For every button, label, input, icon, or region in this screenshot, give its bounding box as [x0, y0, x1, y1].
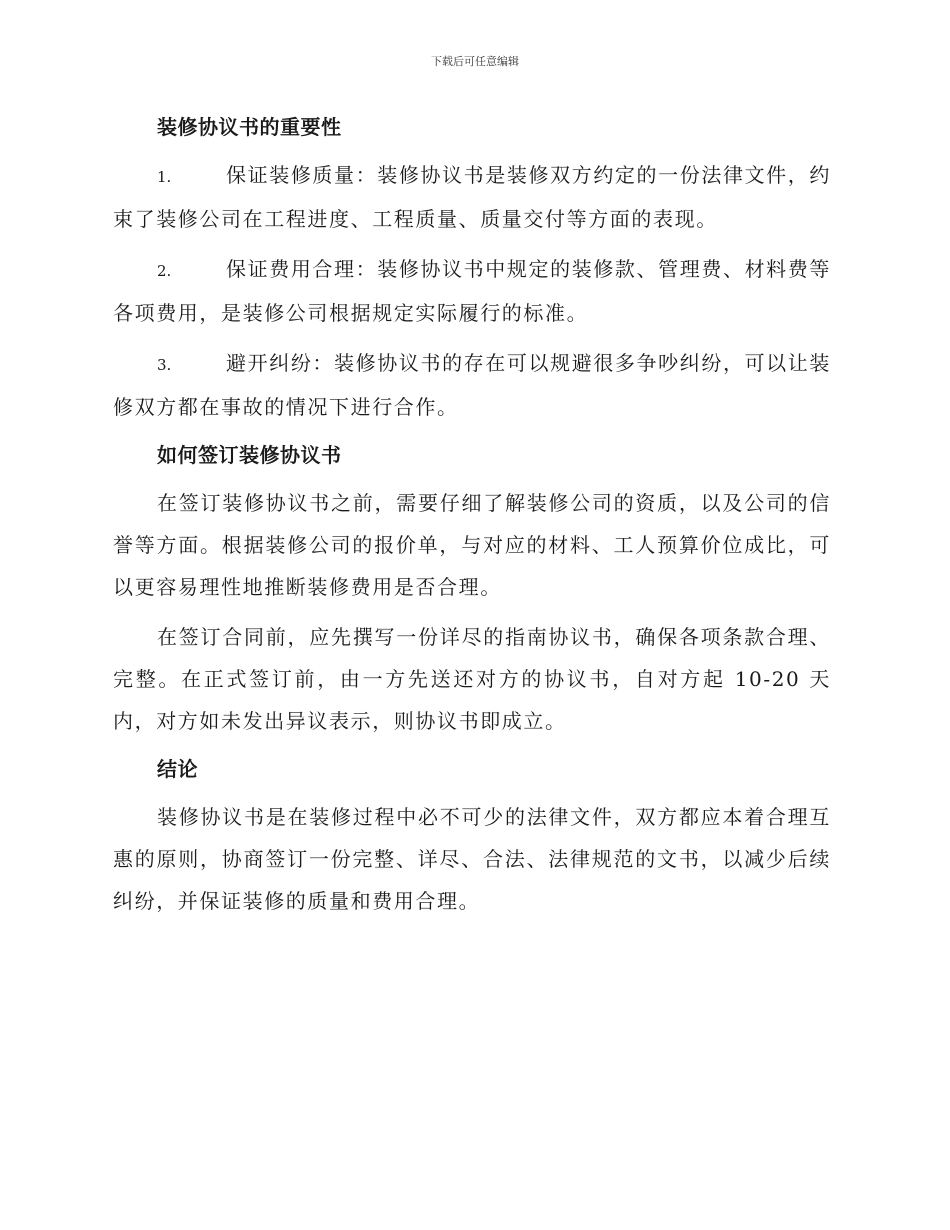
- body-paragraph: 装修协议书是在装修过程中必不可少的法律文件，双方都应本着合理互惠的原则，协商签订一份完整、详尽、合法、法律规范的文书，以减少后续纠纷，并保证装修的质量和费用合理。: [113, 805, 831, 913]
- item-text: 保证费用合理：装修协议书中规定的装修款、管理费、材料费等各项费用，是装修公司根据规定实际履行的标准。: [113, 257, 831, 325]
- item-number: 3.: [157, 356, 172, 374]
- body-paragraph: 在签订装修协议书之前，需要仔细了解装修公司的资质，以及公司的信誉等方面。根据装修公司的报价单，与对应的材料、工人预算价位成比，可以更容易理性地推断装修费用是否合理。: [113, 491, 831, 599]
- section-heading-how-to-sign: 如何签订装修协议书: [157, 443, 342, 467]
- numbered-item: [113, 342, 831, 428]
- section-heading-conclusion: 结论: [157, 757, 198, 781]
- item-text: 避开纠纷：装修协议书的存在可以规避很多争吵纠纷，可以让装修双方都在事故的情况下进行合作。: [113, 351, 831, 419]
- item-text: 保证装修质量：装修协议书是装修双方约定的一份法律文件，约束了装修公司在工程进度、工程质量、质量交付等方面的表现。: [113, 163, 831, 231]
- item-number: 2.: [157, 262, 172, 280]
- numbered-item: [113, 248, 831, 334]
- numbered-item: [113, 154, 831, 240]
- page-header-note: 下载后可任意编辑: [431, 55, 519, 68]
- section-heading-importance: 装修协议书的重要性: [157, 115, 342, 139]
- document-body: [113, 110, 831, 922]
- body-paragraph: 在签订合同前，应先撰写一份详尽的指南协议书，确保各项条款合理、完整。在正式签订前，由一方先送还对方的协议书，自对方起 10-20 天内，对方如未发出异议表示，则协议书即成立。: [113, 625, 831, 733]
- item-number: 1.: [157, 168, 172, 186]
